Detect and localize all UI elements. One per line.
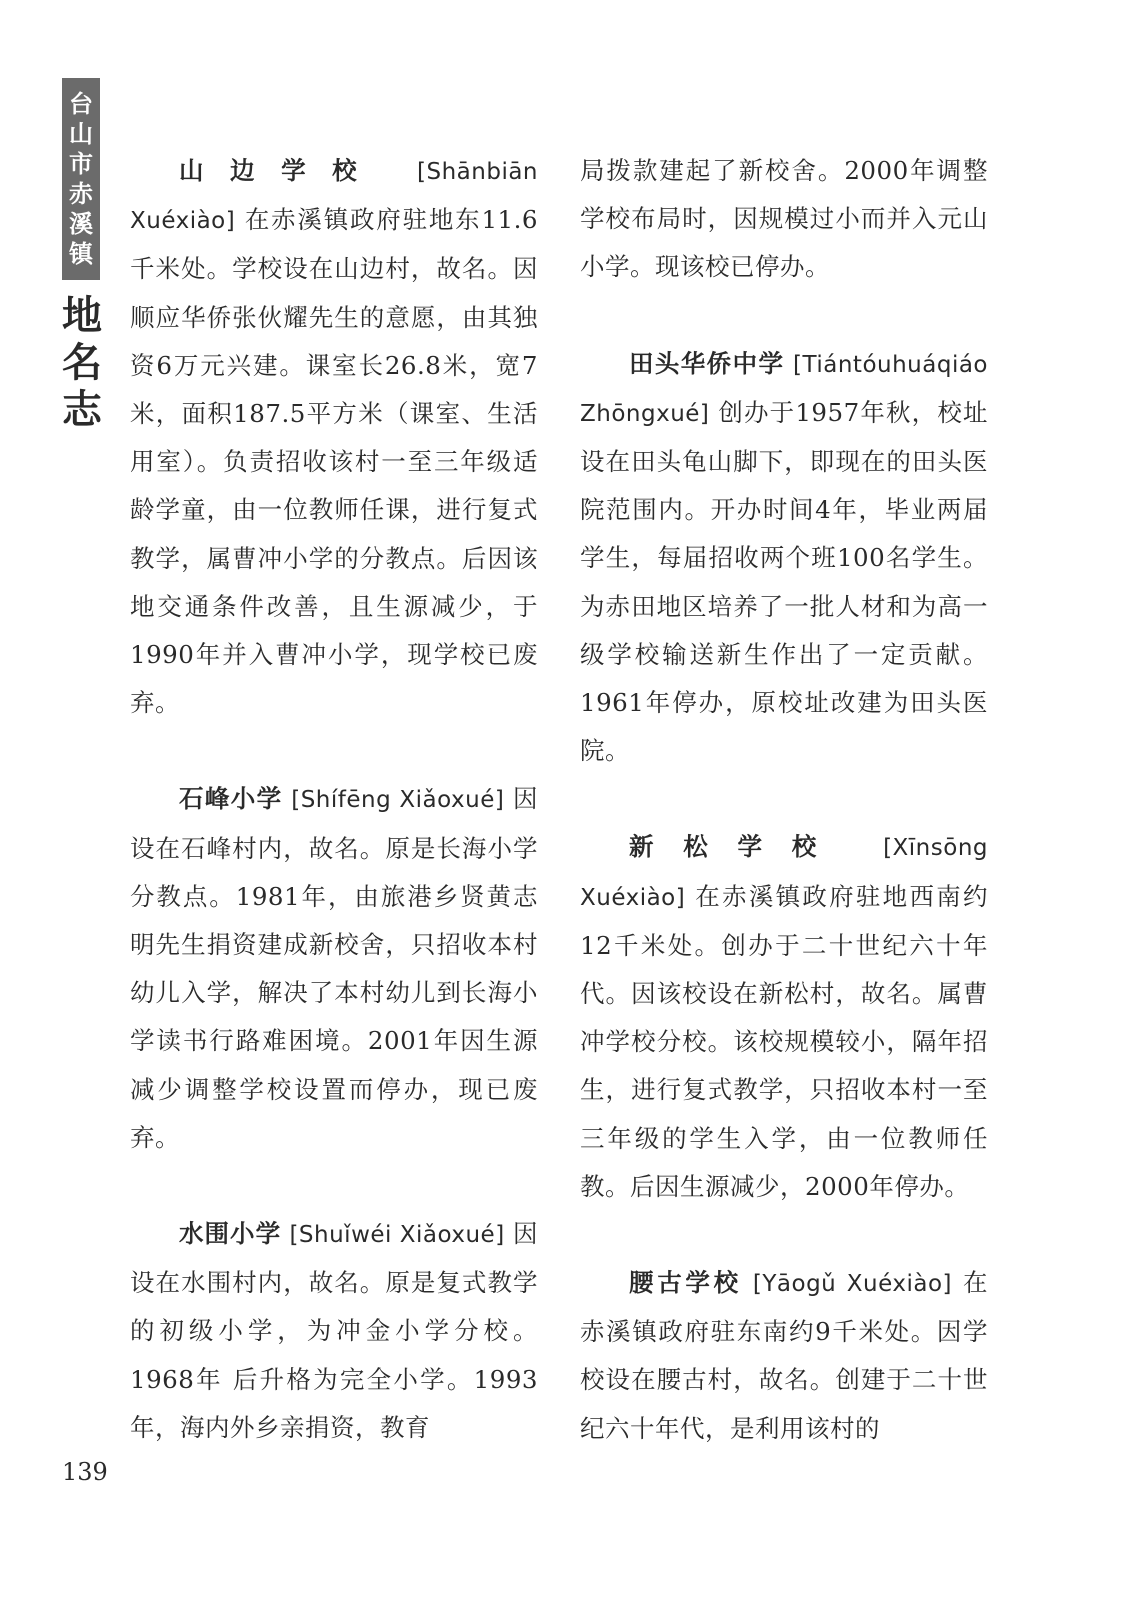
chapter-tab-char: 市 — [69, 149, 93, 178]
entry-pinyin: [Xīnsōng Xuéxiào] — [580, 835, 988, 911]
chapter-tab-char: 台 — [69, 89, 93, 118]
entry-name: 水围小学 — [179, 1219, 282, 1249]
book-title-char: 地 — [62, 293, 102, 339]
entry-name: 腰古学校 — [629, 1268, 742, 1298]
entry-shifeng-school — [130, 775, 538, 1162]
chapter-tab-char: 山 — [69, 119, 93, 148]
chapter-tab-char: 溪 — [69, 209, 93, 238]
book-title-char: 志 — [62, 387, 102, 433]
entry-pinyin: [Shānbiān Xuéxiào] — [130, 159, 539, 235]
entry-body: 创办于1957年秋，校址设在田头龟山脚下，即现在的田头医院范围内。开办时间4年，毕业两届学生，每届招收两个班100名学生。为赤田地区培养了一批人材和为高一级学校输送新生作出了一定贡献。1961年停办，原校址改建为田头医院。 — [580, 397, 988, 766]
chapter-tab-char: 赤 — [69, 179, 93, 208]
chapter-tab — [62, 78, 100, 280]
entry-name: 新松学校 — [629, 832, 847, 862]
entry-tiantou-overseas-chinese-middle-school — [580, 340, 988, 776]
right-column — [580, 147, 988, 1453]
entry-shanbian-school — [130, 147, 538, 727]
entry-continuation — [580, 147, 988, 292]
entry-name: 田头华侨中学 — [629, 348, 785, 378]
chapter-tab-char: 镇 — [69, 239, 93, 268]
entry-body: 因设在石峰村内，故名。原是长海小学分教点。1981年，由旅港乡贤黄志明先生捐资建成新校舍，只招收本村幼儿入学，解决了本村幼儿到长海小学读书行路难困境。2001年因生源减少调整学校设置而停办，现已废弃。 — [130, 784, 539, 1152]
entry-pinyin: [Tiántóuhuáqiáo Zhōngxué] — [580, 351, 988, 427]
entry-xinsong-school — [580, 823, 988, 1211]
entry-pinyin: [Shuǐwéi Xiǎoxué] — [289, 1222, 505, 1249]
entry-name: 山边学校 — [179, 156, 384, 185]
entry-body: 在赤溪镇政府驻东南约9千米处。因学校设在腰古村，故名。创建于二十世纪六十年代，是利用该村的 — [580, 1268, 989, 1443]
entry-body: 在赤溪镇政府驻地西南约12千米处。创办于二十世纪六十年代。因该校设在新松村，故名。属曹冲学校分校。该校规模较小，隔年招生，进行复式教学，只招收本村一至三年级的学生入学，由一位教师任教。后因生源减少，2000年停办。 — [580, 881, 988, 1201]
page-number: 139 — [62, 1458, 108, 1486]
entry-shuiwei-school — [130, 1210, 538, 1452]
left-column — [130, 147, 538, 1452]
entry-name: 石峰小学 — [179, 784, 283, 814]
book-title-char: 名 — [62, 340, 102, 386]
entry-body: 局拨款建起了新校舍。2000年调整学校布局时，因规模过小而并入元山小学。现该校已停办。 — [580, 156, 988, 282]
entry-pinyin: [Yāogǔ Xuéxiào] — [752, 1271, 952, 1298]
entry-body: 因设在水围村内，故名。原是复式教学的初级小学，为冲金小学分校。1968年 后升格为完全小学。1993年，海内外乡亲捐资，教育 — [130, 1219, 539, 1442]
entry-yaogu-school — [580, 1259, 988, 1453]
entry-pinyin: [Shífēng Xiǎoxué] — [291, 787, 505, 814]
book-title — [60, 293, 104, 434]
entry-body: 在赤溪镇政府驻地东11.6千米处。学校设在山边村，故名。因顺应华侨张伙耀先生的意愿，由其独资6万元兴建。课室长26.8米，宽7米，面积187.5平方米（课室、生活用室）。负责招收该村一至三年级适龄学童，由一位教师任课，进行复式教学，属曹冲小学的分教点。后因该地交通条件改善，且生源减少，于1990年并入曹冲小学，现学校已废弃。 — [130, 205, 538, 718]
